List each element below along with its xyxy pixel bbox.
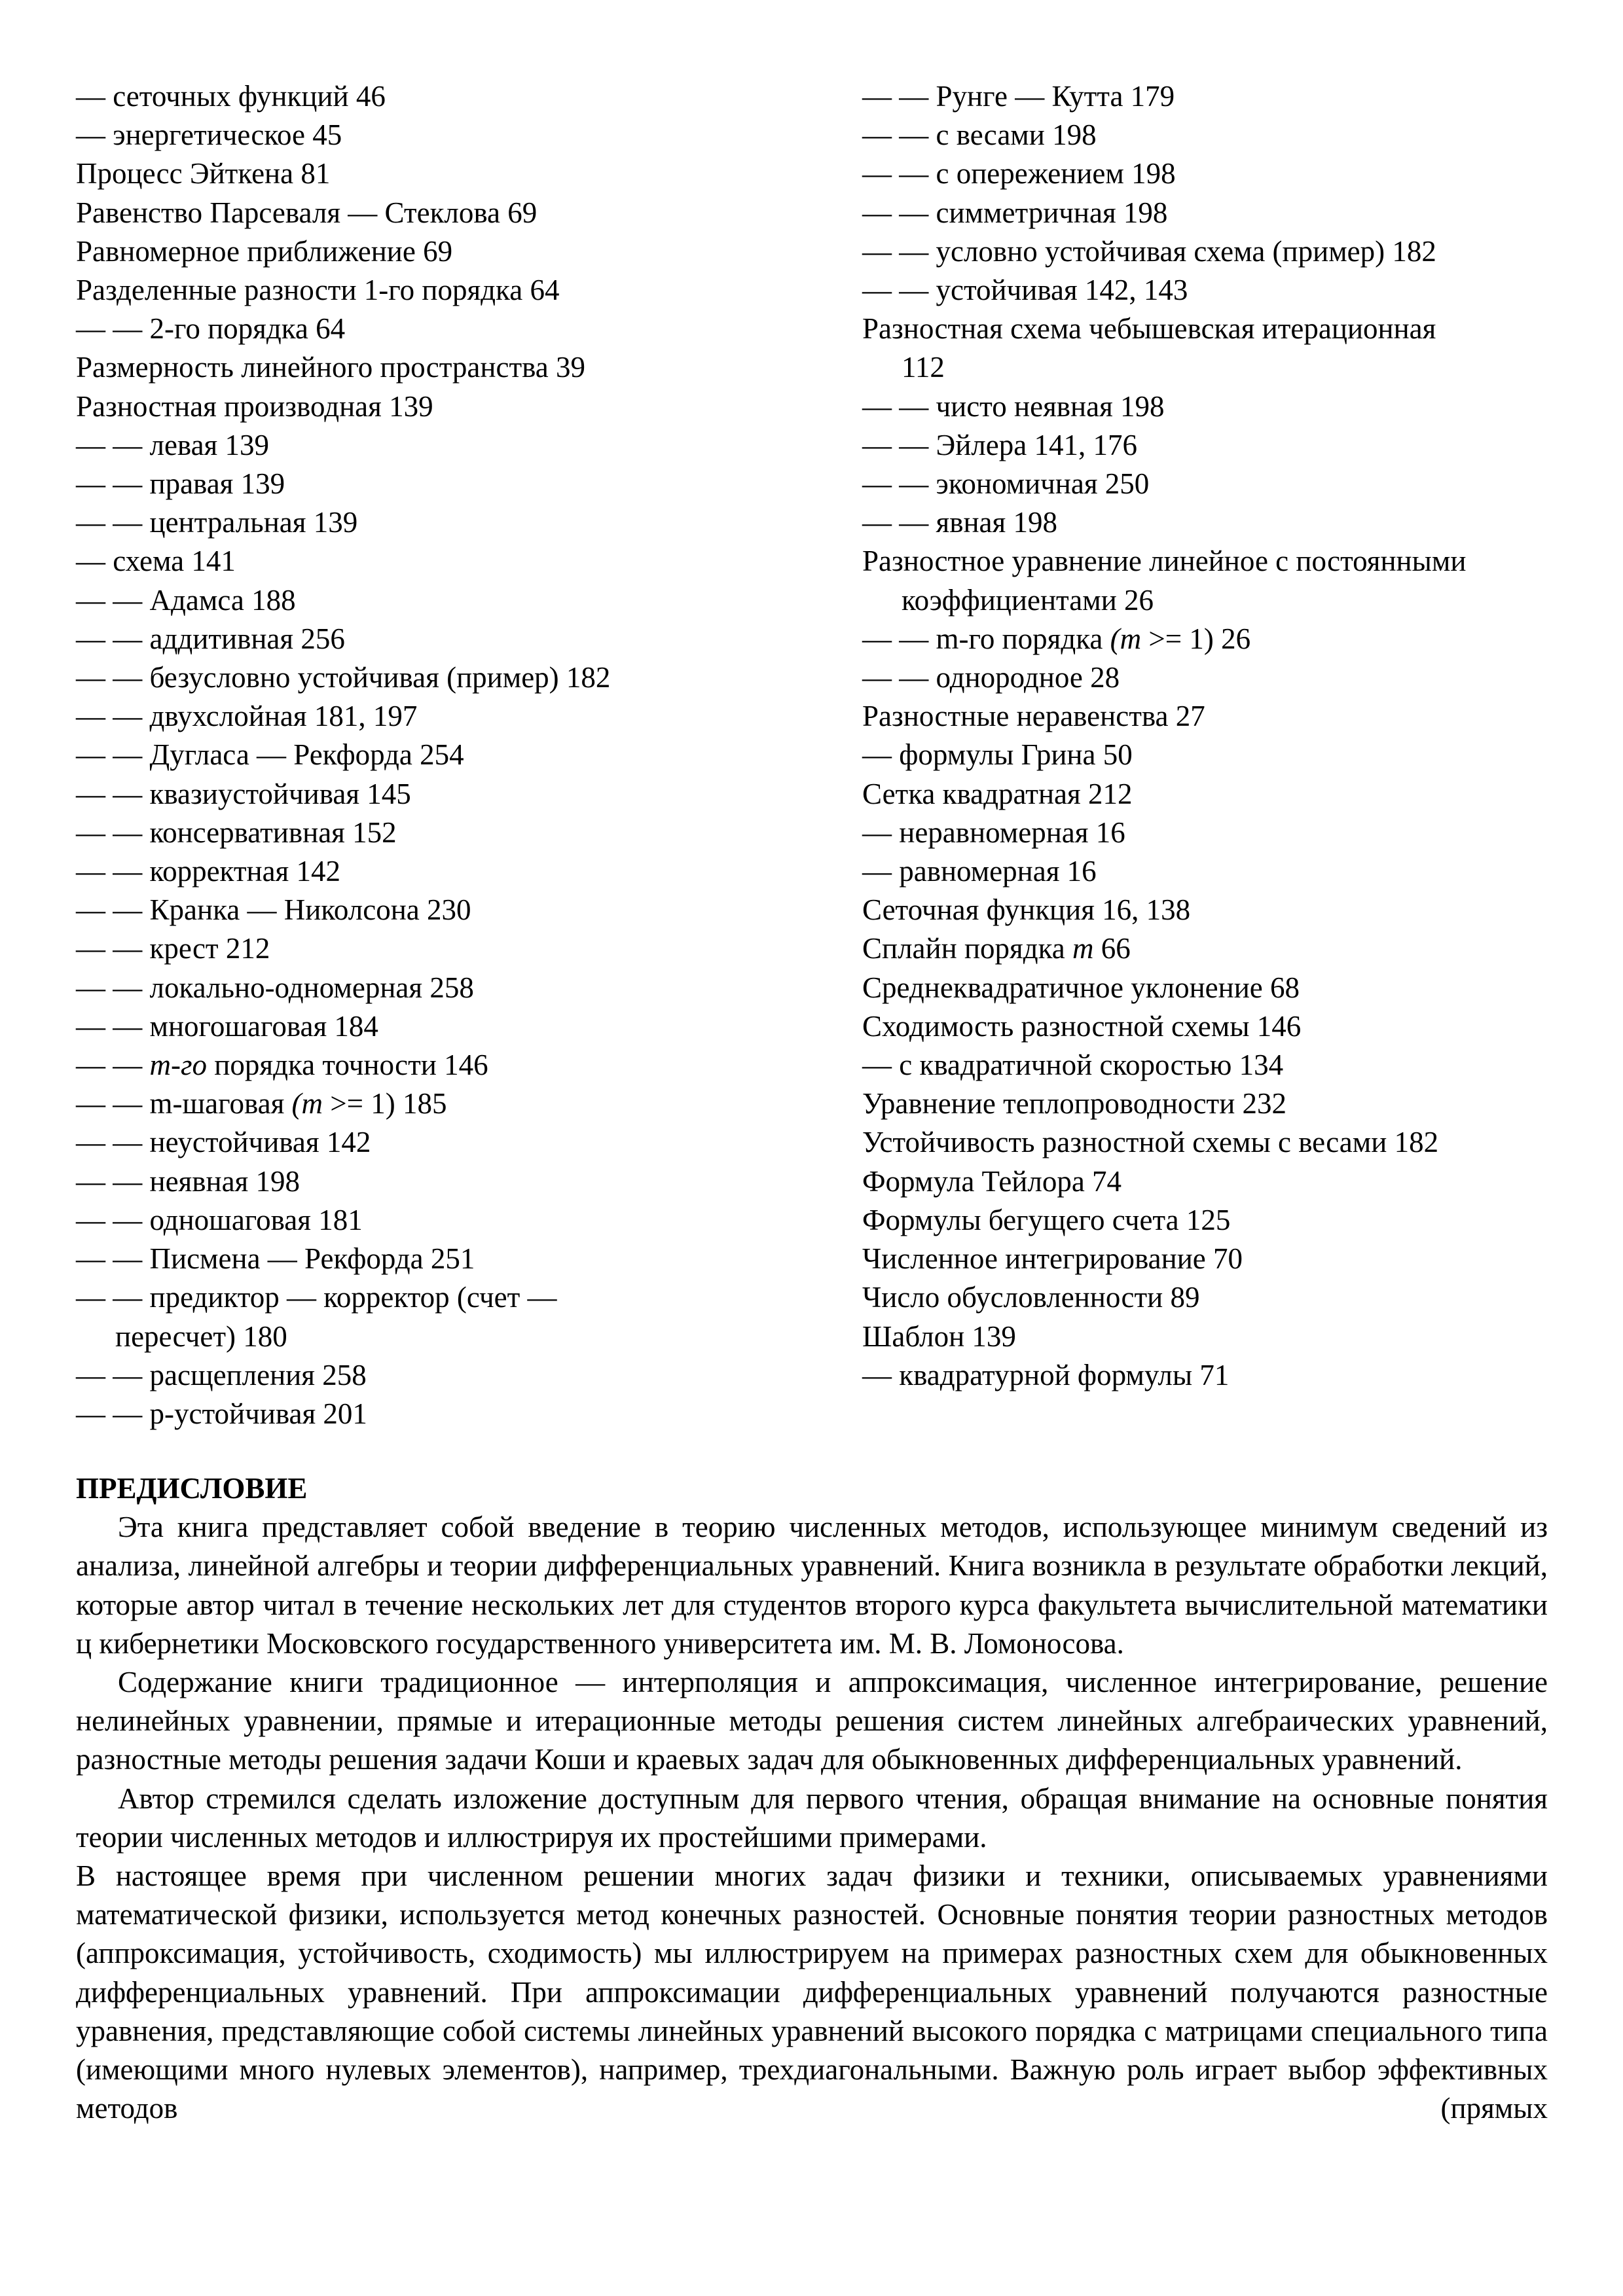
index-entry: Формула Тейлора 74 [862,1164,1122,1198]
index-column-left [76,77,848,1433]
index-entry: — — симметричная 198 [862,196,1168,229]
preface-paragraph: В настоящее время при численном решении многих задач физики и техники, описываемых уравнениями математической физики, используется метод конечных разностей. Основные понятия теории разностных методов (аппроксимация, устойчивость, сходимость) мы иллюстрируем на примерах разностных схем для обыкновенных дифференциальных уравнений. При аппроксимации дифференциальных уравнений получаются разностные уравнения, представляющие собой системы линейных уравнений высокого порядка с матрицами специального типа (имеющими много нулевых элементов), например, трехдиагональными. Важную роль играет выбор эффективных методов (прямых [76,1859,1548,2125]
index-entry: Шаблон 139 [862,1319,1016,1353]
index-entry: — неравномерная 16 [862,816,1125,849]
index-entry: — — Адамса 188 [76,583,296,617]
index-entry: — квадратурной формулы 71 [862,1358,1230,1391]
index-entry-prefix: Сплайн порядка [862,932,1073,965]
index-entry-suffix: 66 [1093,932,1131,965]
index-entry: — — многошаговая 184 [76,1009,378,1043]
index-entry: Размерность линейного пространства 39 [76,351,586,384]
index-entry: Разностные неравенства 27 [862,700,1205,733]
index-entry-italic: (m [291,1087,323,1121]
preface-paragraph: Автор стремился сделать изложение доступным для первого чтения, обращая внимание на основные понятия теории численных методов и иллюстрируя их простейшими примерами. [76,1782,1548,1854]
preface-section [76,1469,1548,2128]
index-entry: — — предиктор — корректор (счет — [76,1281,557,1314]
index-entry: — — крест 212 [76,932,270,965]
preface-body [76,1508,1548,2128]
index-entry: — — левая 139 [76,428,270,461]
index-entry: — — неустойчивая 142 [76,1126,371,1159]
index-entry: Процесс Эйткена 81 [76,157,331,190]
index-entry: — — с весами 198 [862,118,1097,152]
index-entry: — — р-устойчивая 201 [76,1397,367,1430]
index-entry-italic: m-го [149,1049,208,1082]
index-entry: — формулы Грина 50 [862,738,1133,772]
index-entry: Численное интегрирование 70 [862,1242,1243,1276]
index-entry: Разделенные разности 1-го порядка 64 [76,274,560,307]
index-entry-suffix: >= 1) 185 [323,1087,447,1121]
index-entry: Число обусловленности 89 [862,1281,1200,1314]
index-entry: — — Писмена — Рекфорда 251 [76,1242,475,1276]
index-entry-prefix: — — m-го порядка [862,622,1110,655]
index-entry [76,1046,848,1085]
index-entry-suffix: порядка точности 146 [207,1049,488,1082]
index-entry: Сетка квадратная 212 [862,777,1133,810]
index-entry: — сеточных функций 46 [76,80,386,113]
index-entry: — — Рунге — Кутта 179 [862,80,1175,113]
index-column-right [862,77,1615,1395]
index-entry: Разностная производная 139 [76,389,433,423]
index-entry: — — неявная 198 [76,1164,301,1198]
index-entry: Равенство Парсеваля — Стеклова 69 [76,196,538,229]
index-entry: 112 [902,351,945,384]
index-entry: — — 2-го порядка 64 [76,312,346,346]
index-entry: — равномерная 16 [862,855,1097,888]
index-entry: коэффициентами 26 [902,583,1154,617]
index-entry: — — устойчивая 142, 143 [862,274,1188,307]
index-entry [862,620,1615,658]
index-entry: Равномерное приближение 69 [76,234,453,268]
index-entry [862,929,1615,968]
index-entry: Среднеквадратичное уклонение 68 [862,971,1300,1004]
index-entry-prefix: — — [76,1049,150,1082]
index-entry: — — правая 139 [76,467,285,501]
index-entry: — — с опережением 198 [862,157,1176,190]
index-entry: — — расщепления 258 [76,1358,367,1391]
index-entry: — с квадратичной скоростью 134 [862,1049,1284,1082]
index-entry: — — аддитивная 256 [76,622,345,655]
index-entry: Уравнение теплопроводности 232 [862,1087,1287,1121]
index-entry: — схема 141 [76,545,236,578]
index-entry: — — локально-одномерная 258 [76,971,474,1004]
index-entry-italic: m [1072,932,1094,965]
index-entry: — — экономичная 250 [862,467,1150,501]
preface-paragraph: Содержание книги традиционное — интерполяция и аппроксимация, численное интегрирование, решение нелинейных уравнении, прямые и итерационные методы решения систем линейных алгебраических уравнений, разностные методы решения задачи Коши и краевых задач для обыкновенных дифференциальных уравнений. [76,1666,1548,1776]
index-entry: — — однородное 28 [862,661,1120,694]
preface-title: ПРЕДИСЛОВИЕ [76,1472,308,1505]
index-entry: — — центральная 139 [76,506,358,539]
index-entry [76,1085,848,1123]
index-entry: — — корректная 142 [76,855,340,888]
index-entry: — — безусловно устойчивая (пример) 182 [76,661,611,694]
index-entry: — — Кранка — Николсона 230 [76,893,471,927]
index-entry: — — консервативная 152 [76,816,397,849]
index-entry: — — Эйлера 141, 176 [862,428,1137,461]
index-entry: — — условно устойчивая схема (пример) 182 [862,234,1436,268]
index-entry: Разностная схема чебышевская итерационная [862,312,1436,346]
index-entry: — — двухслойная 181, 197 [76,700,418,733]
index-entry: Формулы бегущего счета 125 [862,1203,1231,1236]
index-entry-prefix: — — m-шаговая [76,1087,292,1121]
index-entry: — — чисто неявная 198 [862,389,1165,423]
index-entry: Сходимость разностной схемы 146 [862,1009,1302,1043]
index-entry: — энергетическое 45 [76,118,342,152]
index-entry: Устойчивость разностной схемы с весами 182 [862,1126,1439,1159]
index-entry: — — Дугласа — Рекфорда 254 [76,738,464,772]
preface-paragraph: Эта книга представляет собой введение в теорию численных методов, использующее минимум сведений из анализа, линейной алгебры и теории дифференциальных уравнений. Книга возникла в результате обработки лекций, которые автор читал в течение нескольких лет для студентов второго курса факультета вычислительной математики ц кибернетики Московского государственного университета им. М. В. Ломоносова. [76,1511,1548,1660]
index-entry-suffix: >= 1) 26 [1141,622,1251,655]
index-entry: — — явная 198 [862,506,1057,539]
index-entry: — — одношаговая 181 [76,1203,363,1236]
index-entry: — — квазиустойчивая 145 [76,777,411,810]
index-entry: Сеточная функция 16, 138 [862,893,1191,927]
index-entry-italic: (m [1110,622,1142,655]
index-entry: пересчет) 180 [115,1319,287,1353]
index-entry: Разностное уравнение линейное с постоянными [862,545,1467,578]
